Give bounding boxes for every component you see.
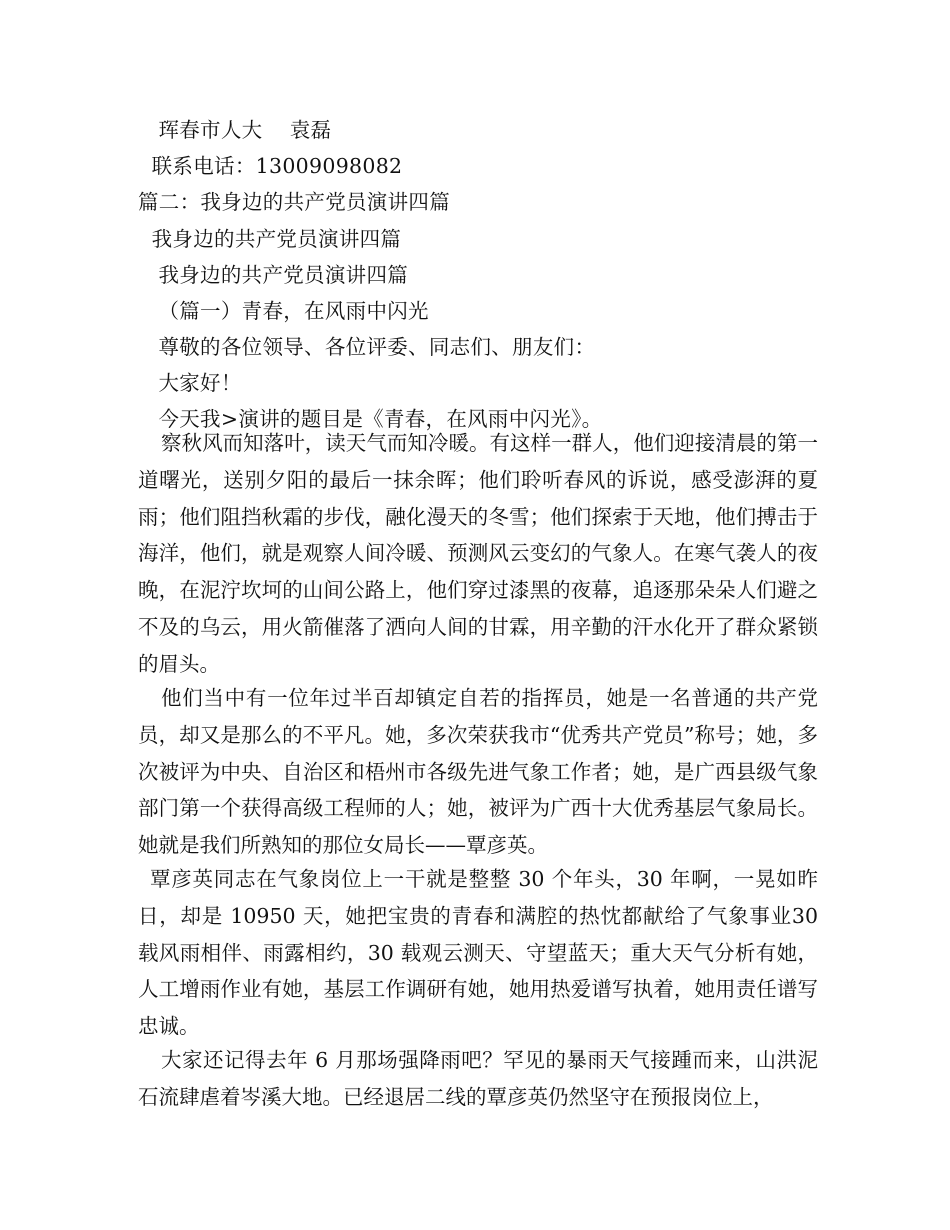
body-paragraph: 覃彦英同志在气象岗位上一干就是整整 30 个年头，30 年啊，一晃如昨日，却是 10950 天，她把宝贵的青春和满腔的热忱都献给了气象事业30 载风雨相伴、雨露相约，30 载观云测天、守望蓝天；重大天气分析有她，人工增雨作业有她，基层工作调研有她，她用热爱谱写执着，她用责任谱写忠诚。 [138, 867, 818, 1039]
contact-phone-line: 联系电话：13009098082 [138, 154, 403, 178]
body-paragraph: 大家还记得去年 6 月那场强降雨吧？罕见的暴雨天气接踵而来，山洪泥石流肆虐着岑溪大地。已经退居二线的覃彦英仍然坚守在预报岗位上， [138, 1048, 818, 1109]
body-paragraph: 察秋风而知落叶，读天气而知冷暖。有这样一群人，他们迎接清晨的第一道曙光，送别夕阳的最后一抹余晖；他们聆听春风的诉说，感受澎湃的夏雨；他们阻挡秋霜的步伐，融化漫天的冬雪；他们探索于天地，他们搏击于海洋，他们，就是观察人间冷暖、预测风云变幻的气象人。在寒气袭人的夜晚，在泥泞坎坷的山间公路上，他们穿过漆黑的夜幕，追逐那朵朵人们避之不及的乌云，用火箭催落了洒向人间的甘霖，用辛勤的汗水化开了群众紧锁的眉头。 [138, 431, 818, 676]
author-line: 珲春市人大 袁磊 [138, 118, 332, 142]
section-heading: 篇二：我身边的共产党员演讲四篇 [138, 190, 450, 214]
speech-topic: 今天我>演讲的题目是《青春，在风雨中闪光》。 [138, 407, 603, 431]
speech-title: （篇一）青春，在风雨中闪光 [138, 299, 429, 323]
section-title: 我身边的共产党员演讲四篇 [138, 227, 402, 251]
salutation: 尊敬的各位领导、各位评委、同志们、朋友们： [138, 335, 596, 359]
body-paragraph: 他们当中有一位年过半百却镇定自若的指挥员，她是一名普通的共产党员，却又是那么的不平凡。她，多次荣获我市“优秀共产党员”称号；她，多次被评为中央、自治区和梧州市各级先进气象工作者；她，是广西县级气象部门第一个获得高级工程师的人；她，被评为广西十大优秀基层气象局长。她就是我们所熟知的那位女局长——覃彦英。 [138, 686, 818, 858]
greeting: 大家好！ [138, 371, 242, 395]
section-subtitle: 我身边的共产党员演讲四篇 [138, 263, 409, 287]
